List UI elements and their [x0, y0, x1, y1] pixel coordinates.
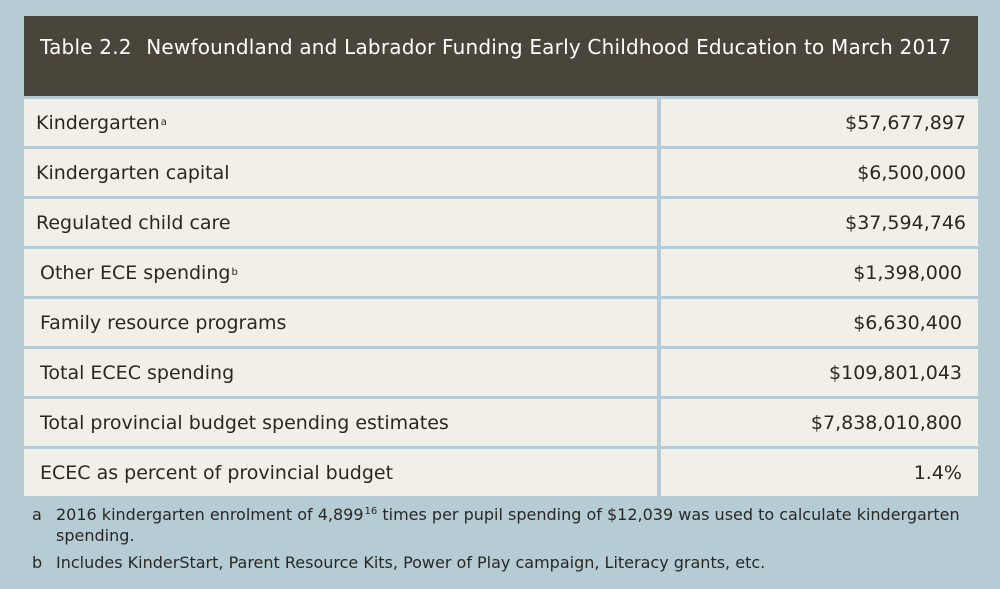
row-label-text: Kindergarten capital — [36, 161, 230, 184]
footnote-text: Includes KinderStart, Parent Resource Kits, Power of Play campaign, Literacy grants, etc. — [56, 553, 766, 572]
footnote-text-start: 2016 kindergarten enrolment of 4,899 — [56, 505, 364, 524]
footnote-mark: a — [32, 505, 42, 524]
row-value: $1,398,000 — [661, 249, 978, 296]
row-value: $7,838,010,800 — [661, 399, 978, 446]
row-label — [24, 399, 657, 446]
table-row — [24, 299, 978, 346]
row-value: $57,677,897 — [661, 99, 978, 146]
footnote-a — [32, 504, 962, 546]
table-row — [24, 199, 978, 246]
footnotes — [32, 504, 962, 579]
table-row — [24, 149, 978, 196]
row-value: $6,630,400 — [661, 299, 978, 346]
footnote-citation: 16 — [364, 505, 378, 517]
row-value: $6,500,000 — [661, 149, 978, 196]
row-label-text: Total ECEC spending — [40, 361, 235, 384]
table-title: Newfoundland and Labrador Funding Early Childhood Education to March 2017 — [146, 35, 952, 59]
row-label — [24, 299, 657, 346]
table-header — [24, 16, 978, 96]
row-label — [24, 449, 657, 496]
footnote-text-end: times per pupil spending of $12,039 was used to calculate kindergarten spending. — [56, 505, 960, 545]
row-value: 1.4% — [661, 449, 978, 496]
row-label-text: Kindergarten — [36, 111, 160, 134]
row-value: $37,594,746 — [661, 199, 978, 246]
table-number: Table 2.2 — [40, 35, 132, 59]
row-label — [24, 349, 657, 396]
table-row — [24, 399, 978, 446]
row-label — [24, 199, 657, 246]
table-body — [24, 99, 978, 499]
footnote-text — [56, 504, 962, 546]
row-label-text: Total provincial budget spending estimates — [40, 411, 449, 434]
table-row — [24, 449, 978, 496]
table-row — [24, 99, 978, 146]
row-label-text: ECEC as percent of provincial budget — [40, 461, 394, 484]
table-row — [24, 249, 978, 296]
row-label-text: Regulated child care — [36, 211, 231, 234]
row-label-text: Other ECE spending — [40, 261, 231, 284]
row-label — [24, 149, 657, 196]
row-value: $109,801,043 — [661, 349, 978, 396]
row-label: Other ECE spending b — [24, 249, 657, 296]
table-row — [24, 349, 978, 396]
footnote-b — [32, 552, 962, 573]
row-label-text: Family resource programs — [40, 311, 287, 334]
row-label: Kindergarten a — [24, 99, 657, 146]
footnote-mark: b — [32, 553, 43, 572]
